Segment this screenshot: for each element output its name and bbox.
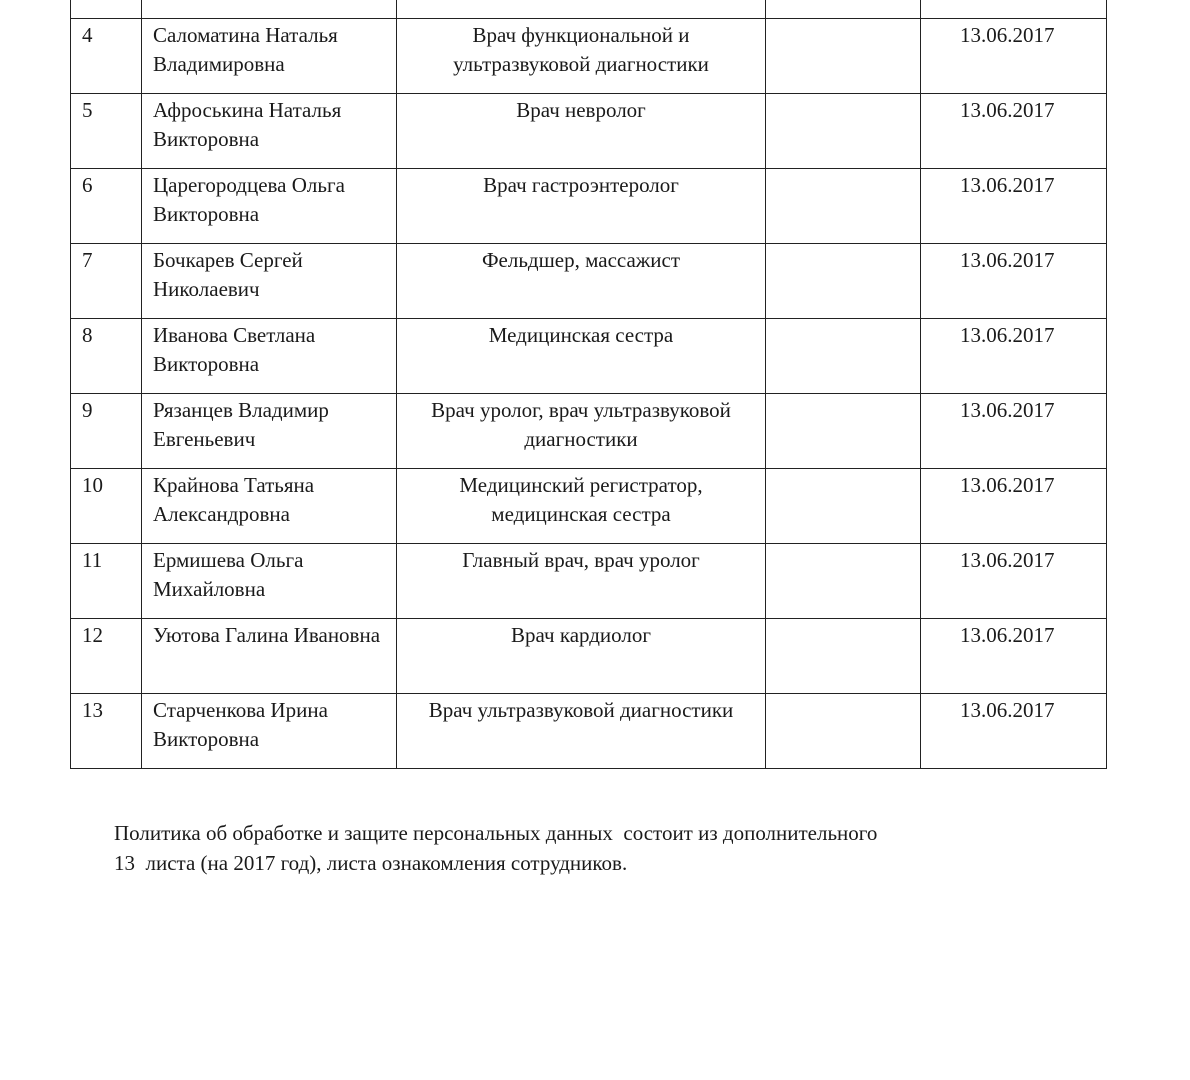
- employee-position: Врач кардиолог: [397, 619, 766, 694]
- acknowledgement-date: 13.06.2017: [921, 169, 1107, 244]
- employee-position: Врач гастроэнтеролог: [397, 169, 766, 244]
- signature-cell: [766, 94, 921, 169]
- employee-name: Бочкарев Сергей Николаевич: [142, 244, 397, 319]
- row-number: 5: [71, 94, 142, 169]
- staff-acknowledgement-table: [70, 0, 1107, 769]
- employee-position: Врач уролог, врач ультразвуковой диагностики: [397, 394, 766, 469]
- table-row: [71, 394, 1107, 469]
- table-row: [71, 619, 1107, 694]
- cell-empty: [921, 0, 1107, 19]
- employee-name: Уютова Галина Ивановна: [142, 619, 397, 694]
- signature-cell: [766, 619, 921, 694]
- table-row-cut-off: [71, 0, 1107, 19]
- acknowledgement-date: 13.06.2017: [921, 244, 1107, 319]
- employee-name: Иванова Светлана Викторовна: [142, 319, 397, 394]
- table-row: [71, 244, 1107, 319]
- row-number: 4: [71, 19, 142, 94]
- acknowledgement-date: 13.06.2017: [921, 544, 1107, 619]
- signature-cell: [766, 694, 921, 769]
- cell-empty: [142, 0, 397, 19]
- row-number: 9: [71, 394, 142, 469]
- row-number: 6: [71, 169, 142, 244]
- employee-name: Крайнова Татьяна Александровна: [142, 469, 397, 544]
- employee-name: Старченкова Ирина Викторовна: [142, 694, 397, 769]
- acknowledgement-date: 13.06.2017: [921, 694, 1107, 769]
- employee-position: Врач ультразвуковой диагностики: [397, 694, 766, 769]
- employee-position: Медицинский регистратор, медицинская сестра: [397, 469, 766, 544]
- cell-empty: [397, 0, 766, 19]
- table-row: [71, 94, 1107, 169]
- row-number: 10: [71, 469, 142, 544]
- employee-name: Афроськина Наталья Викторовна: [142, 94, 397, 169]
- row-number: 11: [71, 544, 142, 619]
- employee-name: Саломатина Наталья Владимировна: [142, 19, 397, 94]
- employee-position: Врач функциональной и ультразвуковой диагностики: [397, 19, 766, 94]
- acknowledgement-date: 13.06.2017: [921, 469, 1107, 544]
- acknowledgement-date: 13.06.2017: [921, 619, 1107, 694]
- employee-name: Царегородцева Ольга Викторовна: [142, 169, 397, 244]
- signature-cell: [766, 244, 921, 319]
- table-row: [71, 19, 1107, 94]
- signature-cell: [766, 319, 921, 394]
- policy-note: [114, 818, 1094, 878]
- acknowledgement-date: 13.06.2017: [921, 19, 1107, 94]
- employee-position: Врач невролог: [397, 94, 766, 169]
- employee-name: Ермишева Ольга Михайловна: [142, 544, 397, 619]
- cell-empty: [71, 0, 142, 19]
- signature-cell: [766, 544, 921, 619]
- signature-cell: [766, 394, 921, 469]
- acknowledgement-date: 13.06.2017: [921, 394, 1107, 469]
- table-row: [71, 319, 1107, 394]
- employee-name: Рязанцев Владимир Евгеньевич: [142, 394, 397, 469]
- signature-cell: [766, 469, 921, 544]
- table-row: [71, 544, 1107, 619]
- employee-position: Фельдшер, массажист: [397, 244, 766, 319]
- row-number: 12: [71, 619, 142, 694]
- signature-cell: [766, 169, 921, 244]
- signature-cell: [766, 19, 921, 94]
- table-row: [71, 469, 1107, 544]
- row-number: 13: [71, 694, 142, 769]
- acknowledgement-date: 13.06.2017: [921, 319, 1107, 394]
- policy-note-line-1: Политика об обработке и защите персональных данных состоит из дополнительного: [114, 821, 878, 845]
- employee-position: Медицинская сестра: [397, 319, 766, 394]
- cell-empty: [766, 0, 921, 19]
- acknowledgement-date: 13.06.2017: [921, 94, 1107, 169]
- table-row: [71, 694, 1107, 769]
- row-number: 8: [71, 319, 142, 394]
- table-row: [71, 169, 1107, 244]
- policy-note-line-2: 13 листа (на 2017 год), листа ознакомления сотрудников.: [114, 851, 628, 875]
- employee-position: Главный врач, врач уролог: [397, 544, 766, 619]
- row-number: 7: [71, 244, 142, 319]
